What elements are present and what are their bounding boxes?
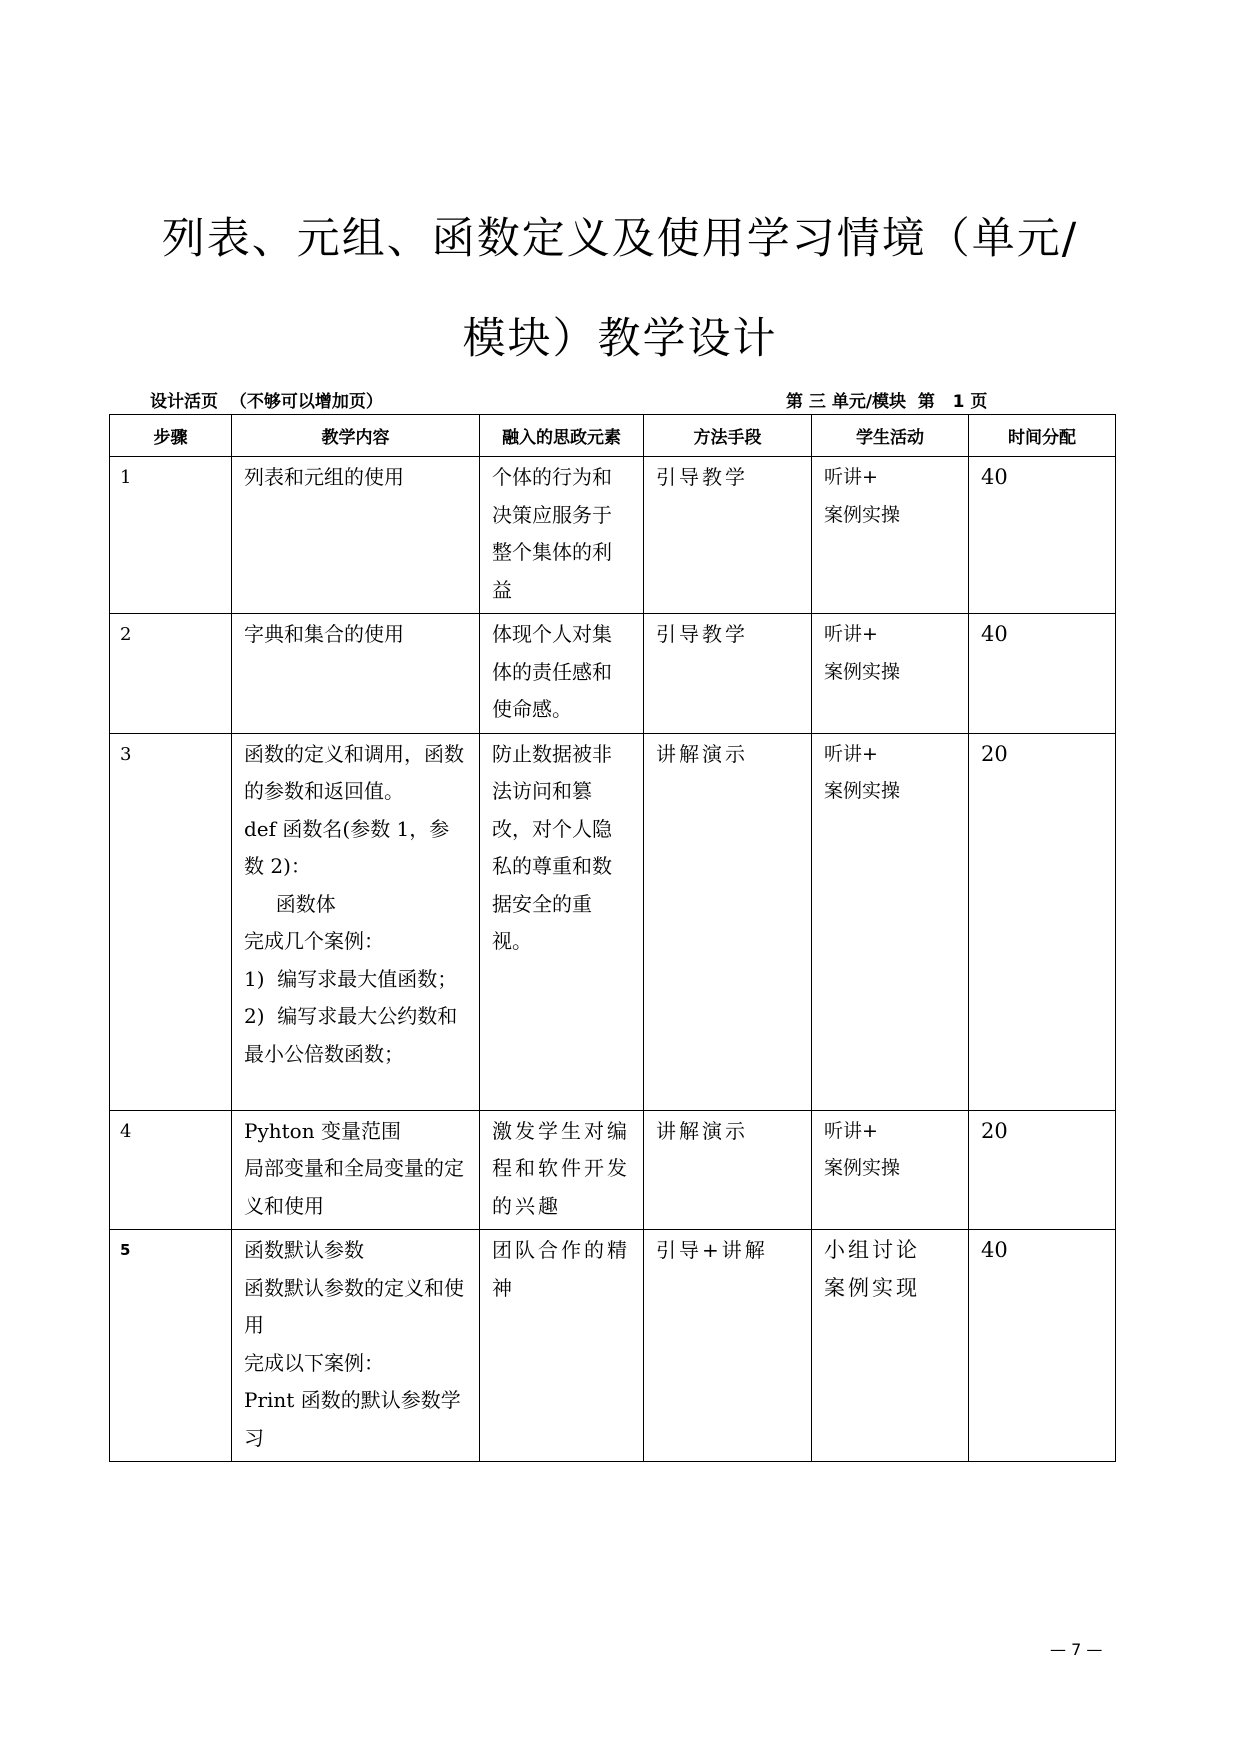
design-sheet-note: 设计活页 （不够可以增加页） xyxy=(150,392,383,412)
unit-page-indicator: 第 三 单元/模块 第 1 页 xyxy=(786,392,988,412)
table-row xyxy=(110,1230,1116,1462)
activity-cell: 小组讨论 案例实现 xyxy=(812,1230,969,1462)
content-cell: 列表和元组的使用 xyxy=(232,457,480,614)
method-cell: 引导教学 xyxy=(644,614,812,734)
ideology-cell: 激发学生对编程和软件开发的兴趣 xyxy=(480,1110,644,1230)
method-cell: 讲解演示 xyxy=(644,1110,812,1230)
activity-cell: 听讲+ 案例实操 xyxy=(812,457,969,614)
step-cell: 4 xyxy=(110,1110,232,1230)
table-row xyxy=(110,733,1116,1110)
page-number: — 7 — xyxy=(1050,1640,1103,1659)
activity-cell: 听讲+ 案例实操 xyxy=(812,733,969,1110)
table-header-row xyxy=(110,415,1116,457)
header-time: 时间分配 xyxy=(969,415,1116,457)
ideology-cell: 防止数据被非法访问和篡改，对个人隐私的尊重和数据安全的重视。 xyxy=(480,733,644,1110)
content-cell: 函数默认参数 函数默认参数的定义和使用 完成以下案例： Print 函数的默认参数学习 xyxy=(232,1230,480,1462)
method-cell: 引导+讲解 xyxy=(644,1230,812,1462)
time-cell: 20 xyxy=(969,733,1116,1110)
step-cell: 1 xyxy=(110,457,232,614)
method-cell: 讲解演示 xyxy=(644,733,812,1110)
content-cell: 函数的定义和调用，函数的参数和返回值。 def 函数名(参数 1，参数 2)： 函数体 完成几个案例： 1) 编写求最大值函数； 2) 编写求最大公约数和最小公倍数函数； xyxy=(232,733,480,1110)
header-ideology-element: 融入的思政元素 xyxy=(480,415,644,457)
ideology-cell: 个体的行为和决策应服务于整个集体的利益 xyxy=(480,457,644,614)
step-cell: 2 xyxy=(110,614,232,734)
time-cell: 40 xyxy=(969,614,1116,734)
table-row xyxy=(110,1110,1116,1230)
activity-cell: 听讲+ 案例实操 xyxy=(812,1110,969,1230)
header-student-activity: 学生活动 xyxy=(812,415,969,457)
document-title-line-2: 模块）教学设计 xyxy=(462,314,778,364)
teaching-design-table xyxy=(109,414,1116,1462)
header-step: 步骤 xyxy=(110,415,232,457)
document-title-line-1: 列表、元组、函数定义及使用学习情境（单元/ xyxy=(161,214,1079,264)
table-row xyxy=(110,457,1116,614)
step-cell: 5 xyxy=(110,1230,232,1462)
time-cell: 40 xyxy=(969,457,1116,614)
content-cell: Pyhton 变量范围 局部变量和全局变量的定义和使用 xyxy=(232,1110,480,1230)
ideology-cell: 体现个人对集体的责任感和使命感。 xyxy=(480,614,644,734)
activity-cell: 听讲+ 案例实操 xyxy=(812,614,969,734)
content-cell: 字典和集合的使用 xyxy=(232,614,480,734)
time-cell: 20 xyxy=(969,1110,1116,1230)
header-method: 方法手段 xyxy=(644,415,812,457)
header-content: 教学内容 xyxy=(232,415,480,457)
step-cell: 3 xyxy=(110,733,232,1110)
ideology-cell: 团队合作的精神 xyxy=(480,1230,644,1462)
table-row xyxy=(110,614,1116,734)
method-cell: 引导教学 xyxy=(644,457,812,614)
time-cell: 40 xyxy=(969,1230,1116,1462)
